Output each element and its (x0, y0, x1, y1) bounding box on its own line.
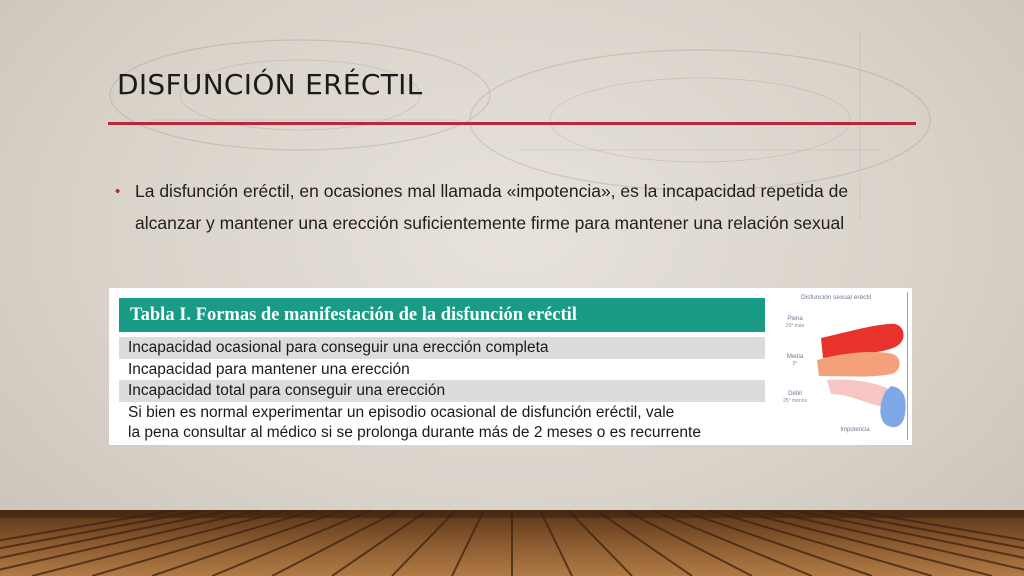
table-row: Incapacidad total para conseguir una erección (119, 380, 765, 402)
table-note-line: Si bien es normal experimentar un episodio ocasional de disfunción eréctil, vale (128, 404, 675, 421)
slide-title: DISFUNCIÓN ERÉCTIL (117, 68, 423, 101)
table-header: Tabla I. Formas de manifestación de la disfunción eréctil (119, 298, 765, 332)
title-divider (108, 122, 916, 125)
bullet-dot-icon: • (115, 183, 121, 200)
table-row: Incapacidad ocasional para conseguir una erección completa (119, 337, 765, 359)
diagram-label-text: Débil (788, 391, 802, 397)
wood-floor (0, 510, 1024, 576)
diagram-label-text: Media (786, 354, 804, 360)
diagram-label-text: Impotencia (840, 427, 870, 433)
diagram-label-text: Plena (787, 316, 803, 322)
table-row: Incapacidad para mantener una erección (128, 361, 410, 378)
bullet-text: La disfunción eréctil, en ocasiones mal llamada «impotencia», es la incapacidad repetida de alcanzar y mantener una erección suficientemente firme para mantener una relación sexual (135, 181, 849, 233)
bullet-item (115, 176, 890, 239)
diagram-label-sub: 0° (792, 361, 798, 367)
diagram-label-sub: 20° más (785, 323, 805, 329)
table-note-line: la pena consultar al médico si se prolonga durante más de 2 meses o es recurrente (128, 424, 701, 441)
manifestation-table (109, 288, 765, 445)
diagram-shapes (765, 288, 912, 445)
diagram-label-sub: 25° menos (783, 398, 807, 404)
diagram-title: Disfunción sexual eréctil (800, 294, 872, 301)
erection-angle-diagram (765, 288, 912, 445)
table-note (119, 403, 765, 443)
